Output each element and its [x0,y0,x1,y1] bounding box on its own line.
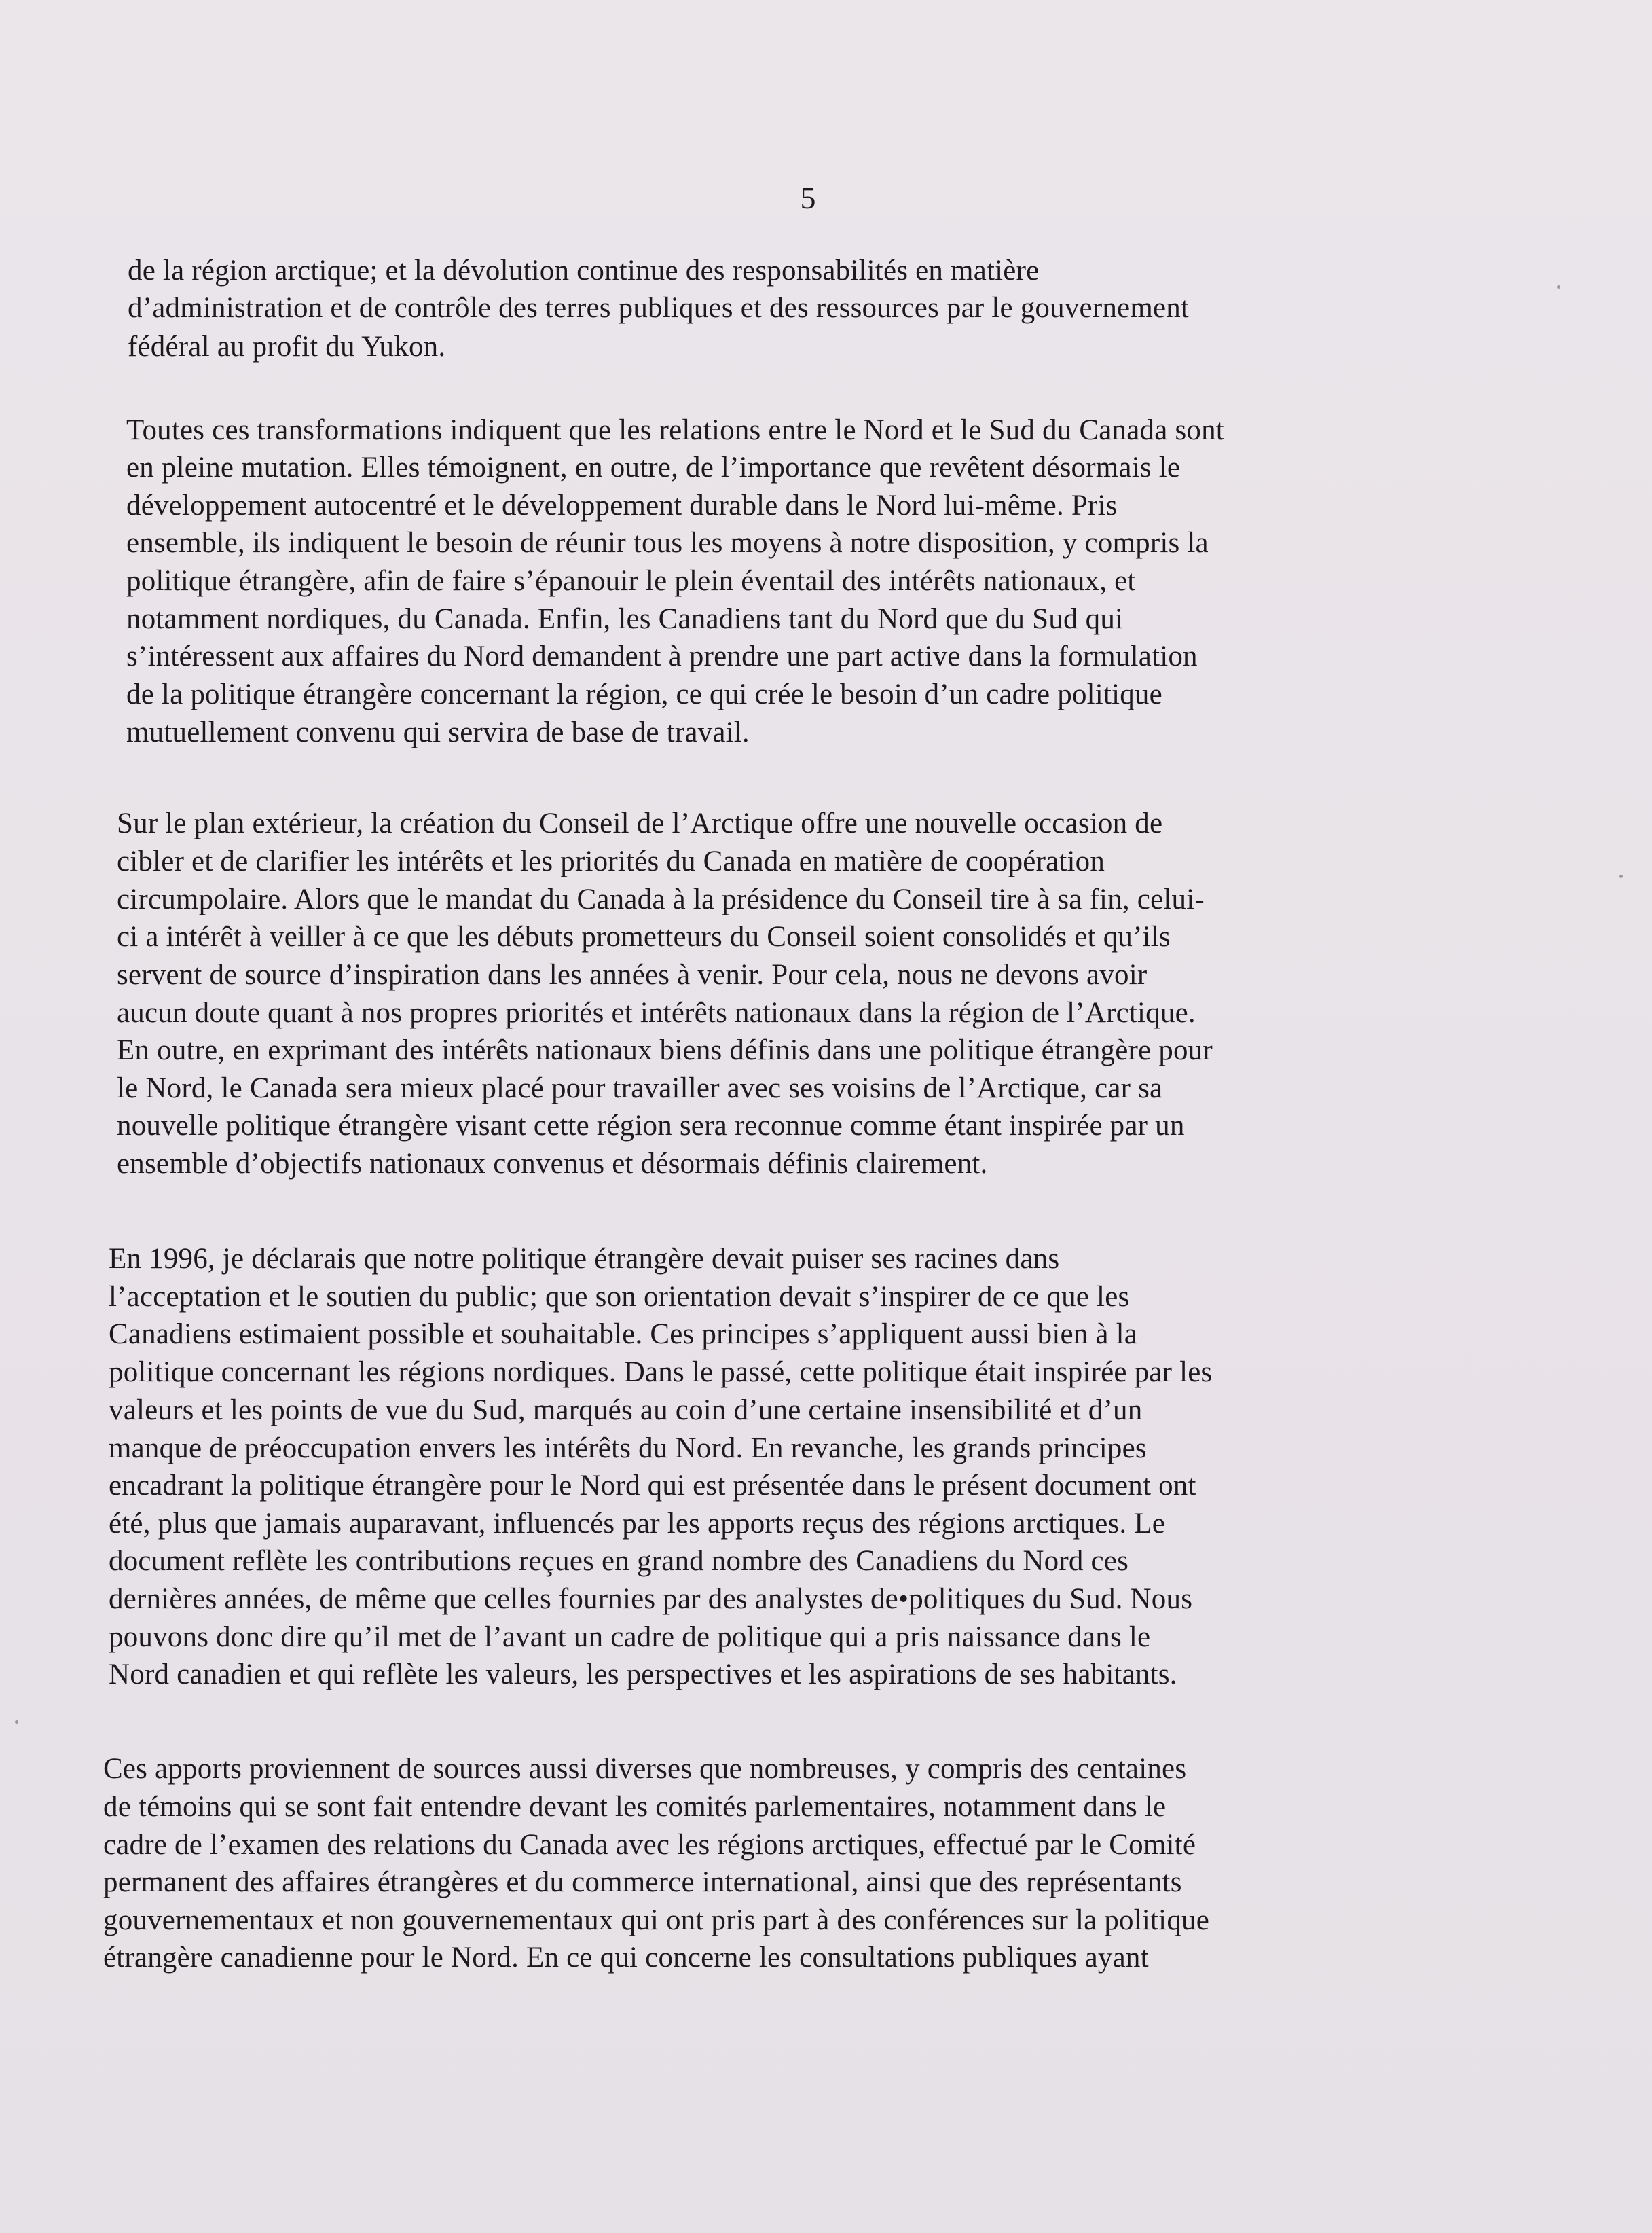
text-line: développement autocentré et le développement durable dans le Nord lui-même. Pris [126,490,1118,522]
text-line: l’acceptation et le soutien du public; que son orientation devait s’inspirer de ce que les [109,1281,1130,1313]
text-line: permanent des affaires étrangères et du commerce international, ainsi que des représentants [103,1866,1182,1898]
text-line: aucun doute quant à nos propres priorités et intérêts nationaux dans la région de l’Arctique. [117,997,1196,1029]
text-line: manque de préoccupation envers les intérêts du Nord. En revanche, les grands principes [109,1432,1147,1464]
text-line: En outre, en exprimant des intérêts nationaux biens définis dans une politique étrangère pour [117,1034,1213,1066]
text-line: ci a intérêt à veiller à ce que les débuts prometteurs du Conseil soient consolidés et qu’ils [117,921,1171,953]
text-line: valeurs et les points de vue du Sud, marqués au coin d’une certaine insensibilité et d’un [109,1394,1143,1426]
scan-speck [1557,285,1560,289]
text-line: Canadiens estimaient possible et souhaitable. Ces principes s’appliquent aussi bien à la [109,1318,1138,1350]
text-line: En 1996, je déclarais que notre politique étrangère devait puiser ses racines dans [109,1243,1060,1275]
text-line: s’intéressent aux affaires du Nord demandent à prendre une part active dans la formulation [126,640,1198,672]
text-line: d’administration et de contrôle des terres publiques et des ressources par le gouvernement [128,292,1190,324]
text-line: de témoins qui se sont fait entendre devant les comités parlementaires, notamment dans le [103,1791,1167,1823]
text-line: étrangère canadienne pour le Nord. En ce qui concerne les consultations publiques ayant [103,1942,1149,1974]
text-line: document reflète les contributions reçues en grand nombre des Canadiens du Nord ces [109,1545,1129,1577]
text-line: cadre de l’examen des relations du Canada avec les régions arctiques, effectué par le Comité [103,1829,1196,1861]
text-line: de la politique étrangère concernant la région, ce qui crée le besoin d’un cadre politique [126,678,1162,710]
text-line: pouvons donc dire qu’il met de l’avant un cadre de politique qui a pris naissance dans le [109,1621,1151,1653]
text-line: Nord canadien et qui reflète les valeurs, les perspectives et les aspirations de ses habitants. [109,1658,1177,1690]
text-line: Ces apports proviennent de sources aussi diverses que nombreuses, y compris des centaines [103,1753,1187,1785]
text-line: le Nord, le Canada sera mieux placé pour travailler avec ses voisins de l’Arctique, car sa [117,1072,1163,1104]
text-line: politique étrangère, afin de faire s’épanouir le plein éventail des intérêts nationaux, et [126,565,1136,597]
text-line: fédéral au profit du Yukon. [128,331,446,363]
text-line: en pleine mutation. Elles témoignent, en outre, de l’importance que revêtent désormais le [126,452,1181,484]
text-line: Toutes ces transformations indiquent que les relations entre le Nord et le Sud du Canada sont [126,414,1224,446]
text-line: nouvelle politique étrangère visant cette région sera reconnue comme étant inspirée par un [117,1110,1185,1142]
text-line: notamment nordiques, du Canada. Enfin, les Canadiens tant du Nord que du Sud qui [126,603,1124,635]
text-line: ensemble, ils indiquent le besoin de réunir tous les moyens à notre disposition, y compris la [126,527,1209,559]
text-line: Sur le plan extérieur, la création du Conseil de l’Arctique offre une nouvelle occasion de [117,807,1163,839]
text-line: gouvernementaux et non gouvernementaux qui ont pris part à des conférences sur la politique [103,1904,1209,1936]
text-line: encadrant la politique étrangère pour le Nord qui est présentée dans le présent document ont [109,1470,1196,1502]
scan-speck [1619,875,1623,878]
text-line: politique concernant les régions nordiques. Dans le passé, cette politique était inspirée par les [109,1356,1213,1388]
text-line: ensemble d’objectifs nationaux convenus et désormais définis clairement. [117,1148,988,1180]
text-line: cibler et de clarifier les intérêts et les priorités du Canada en matière de coopération [117,846,1105,877]
text-line: été, plus que jamais auparavant, influencés par les apports reçus des régions arctiques. Le [109,1508,1166,1540]
text-line: de la région arctique; et la dévolution continue des responsabilités en matière [128,255,1040,287]
text-line: mutuellement convenu qui servira de base de travail. [126,716,750,748]
text-line: circumpolaire. Alors que le mandat du Canada à la présidence du Conseil tire à sa fin, celui- [117,884,1205,915]
text-line: dernières années, de même que celles fournies par des analystes de•politiques du Sud. Nous [109,1583,1193,1615]
text-line: servent de source d’inspiration dans les années à venir. Pour cela, nous ne devons avoir [117,959,1148,991]
scan-speck [15,1720,18,1724]
page-number: 5 [800,181,816,215]
